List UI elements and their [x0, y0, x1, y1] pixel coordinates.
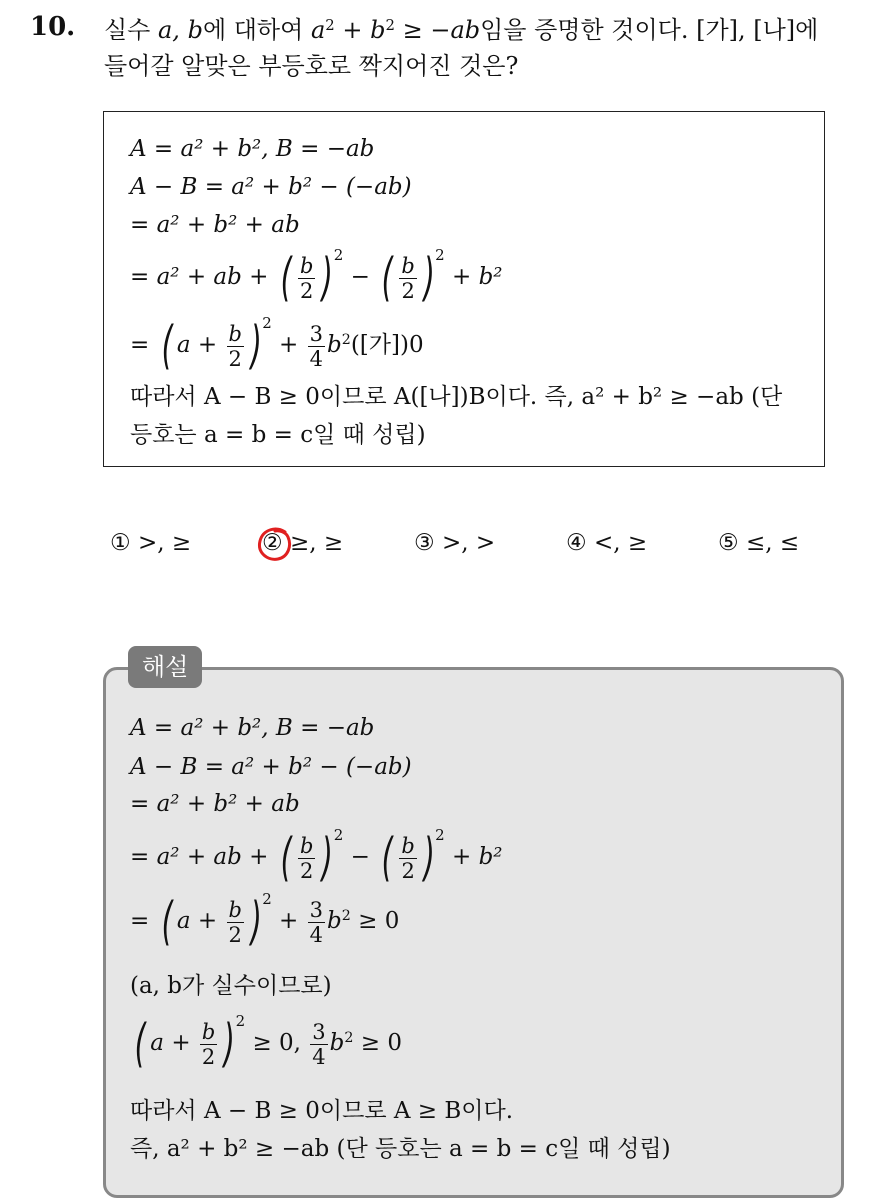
solution-row-3: = a² + b² + ab	[130, 791, 300, 817]
proof-row-4: = a² + ab + ( $\frac{b}{2}$ )$^2$ − ( $\frac{b}{2}$ )$^2$ + b²	[130, 246, 503, 308]
solution-tab: 해설	[128, 646, 202, 688]
choice-3[interactable]: ③ >, >	[414, 530, 496, 556]
solution-row-9: 즉, a² + b² ≥ −ab (단 등호는 a = b = c일 때 성립)	[130, 1136, 671, 1162]
choice-5[interactable]: ⑤ ≤, ≤	[718, 530, 800, 556]
question-line-2: 들어갈 알맞은 부등호로 짝지어진 것은?	[104, 52, 519, 80]
proof-row-2: A − B = a² + b² − (−ab)	[130, 174, 412, 200]
solution-row-1: A = a² + b², B = −ab	[130, 715, 375, 741]
proof-row-6: 따라서 A − B ≥ 0이므로 A([나])B이다. 즉, a² + b² ≥ −ab (단	[130, 384, 783, 410]
question-number: 10.	[30, 12, 76, 42]
solution-box	[103, 667, 844, 1198]
solution-row-4: = a² + ab + ( $\frac{b}{2}$ )$^2$ − ( $\frac{b}{2}$ )$^2$ + b²	[130, 826, 503, 888]
selected-circle-mark	[255, 524, 295, 564]
proof-row-3: = a² + b² + ab	[130, 212, 300, 238]
solution-row-5: = ( a + $\frac{b}{2}$ )$^2$ + $\frac{3}{4}$ $b^2 \ge 0$	[130, 890, 400, 952]
question-text	[104, 12, 864, 84]
proof-box	[103, 111, 825, 467]
question-line-1: 실수 a, b에 대하여 $a^2 + b^2 \ge -ab$임을 증명한 것이다. [가], [나]에	[104, 15, 819, 44]
choice-4[interactable]: ④ <, ≥	[566, 530, 648, 556]
choice-2[interactable]: ② ≥, ≥	[262, 530, 343, 556]
proof-row-1: A = a² + b², B = −ab	[130, 136, 375, 162]
inequality-lhs: $a^2 + b^2$ ≥	[310, 15, 423, 44]
proof-row-7: 등호는 a = b = c일 때 성립)	[130, 422, 426, 448]
solution-row-6: (a, b가 실수이므로)	[130, 973, 332, 999]
solution-row-7: ( a + $\frac{b}{2}$ )$^2$ ≥ 0, $\frac{3}{4}$ $b^2 \ge 0$	[134, 1012, 403, 1074]
blank-ga: ([가])0	[350, 332, 424, 358]
answer-choices	[0, 530, 884, 570]
proof-row-5: = ( a + $\frac{b}{2}$ )$^2$ + $\frac{3}{4}$ $b^2$([가])0	[130, 314, 424, 376]
solution-row-8: 따라서 A − B ≥ 0이므로 A ≥ B이다.	[130, 1098, 514, 1124]
solution-row-2: A − B = a² + b² − (−ab)	[130, 754, 412, 780]
choice-1[interactable]: ① >, ≥	[110, 530, 192, 556]
